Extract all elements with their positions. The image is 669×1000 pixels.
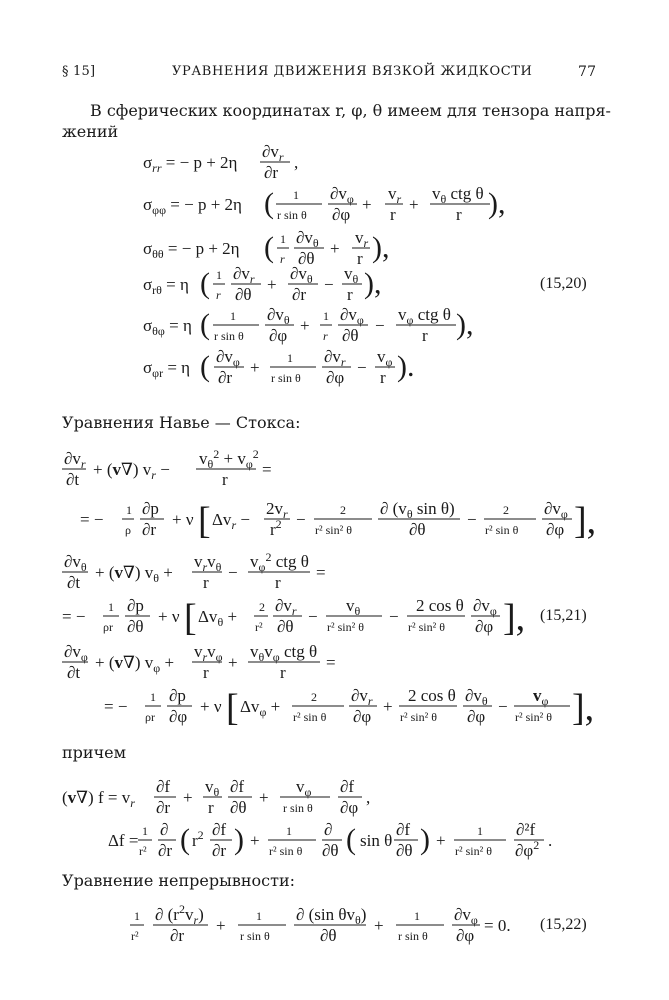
svg-text:ρ: ρ bbox=[125, 523, 131, 537]
svg-text:vφ ctg θ: $v_\varphi$ ctg θ bbox=[398, 305, 451, 327]
svg-text:r sin θ: r sin θ bbox=[398, 929, 428, 943]
svg-text:∂: ∂ bbox=[160, 820, 169, 839]
svg-text:=: = bbox=[262, 460, 272, 479]
svg-text:Δvφ +: $\Delta v_\varphi$ + bbox=[240, 697, 281, 719]
svg-text:],: ], bbox=[574, 500, 597, 542]
svg-text:∂vφ: $\partial v_\varphi$ bbox=[340, 305, 364, 327]
svg-text:+: + bbox=[228, 653, 238, 672]
svg-text:vrvθ: $v_rv_\theta$ bbox=[194, 552, 222, 574]
svg-text:−: − bbox=[467, 510, 477, 529]
svg-text:[: [ bbox=[184, 597, 197, 639]
wherein-label: причем bbox=[62, 743, 127, 762]
svg-text:+: + bbox=[436, 831, 446, 850]
svg-text:∂vθ: $\partial v_\theta$ bbox=[290, 264, 313, 286]
svg-text:σrr = − p + 2η: $\sigma_{rr}$ = − p + 2η bbox=[143, 153, 238, 175]
svg-text:vθ ctg θ: $v_\theta$ ctg θ bbox=[432, 184, 484, 206]
svg-text:Δvθ +: $\Delta v_\theta$ + bbox=[198, 607, 238, 629]
svg-text:+: + bbox=[300, 316, 310, 335]
svg-text:∂r: ∂r bbox=[292, 285, 307, 304]
running-title: УРАВНЕНИЯ ДВИЖЕНИЯ ВЯЗКОЙ ЖИДКОСТИ bbox=[172, 64, 533, 79]
svg-text:= −: = − bbox=[80, 510, 104, 529]
svg-text:∂t: ∂t bbox=[66, 470, 80, 489]
svg-text:vφ: $v_\varphi$ bbox=[533, 686, 549, 708]
svg-text:(: ( bbox=[200, 350, 210, 383]
svg-text:∂t: ∂t bbox=[67, 663, 81, 682]
equation-ns-phi-line2 bbox=[0, 684, 669, 729]
svg-text:r² sin² θ: r² sin² θ bbox=[327, 620, 364, 634]
svg-text:Δvr −: $\Delta v_r$ − bbox=[212, 510, 250, 532]
svg-text:r² sin θ: r² sin θ bbox=[485, 523, 519, 537]
svg-text:+ ν: + ν bbox=[172, 510, 194, 529]
svg-text:∂vr: $\partial v_r$ bbox=[275, 596, 297, 618]
intro-line-1: В сферических координатах r, φ, θ имеем для тензора напря- bbox=[90, 101, 611, 120]
svg-text:+: + bbox=[374, 916, 384, 935]
svg-text:∂vφ: $\partial v_\varphi$ bbox=[544, 499, 568, 521]
svg-text:1: 1 bbox=[142, 824, 148, 838]
svg-text:=: = bbox=[326, 653, 336, 672]
svg-text:−: − bbox=[308, 607, 318, 626]
svg-text:r² sin² θ: r² sin² θ bbox=[455, 844, 492, 858]
svg-text:∂θ: ∂θ bbox=[396, 841, 413, 860]
navier-stokes-heading: Уравнения Навье — Стокса: bbox=[62, 413, 301, 432]
svg-text:+ ν: + ν bbox=[200, 697, 222, 716]
svg-text:),: ), bbox=[488, 187, 506, 220]
svg-text:∂vr: $\partial v_r$ bbox=[262, 142, 284, 164]
svg-text:+: + bbox=[267, 275, 277, 294]
svg-text:∂vφ: $\partial v_\varphi$ bbox=[473, 596, 497, 618]
svg-text:r2: $r^2$ bbox=[192, 828, 204, 850]
svg-text:∂p: ∂p bbox=[127, 596, 144, 615]
svg-text:∂vθ: $\partial v_\theta$ bbox=[267, 305, 290, 327]
svg-text:r: r bbox=[347, 285, 353, 304]
svg-text:r2: $r^2$ bbox=[270, 517, 282, 539]
svg-text:∂vr: $\partial v_r$ bbox=[324, 347, 346, 369]
svg-text:1: 1 bbox=[477, 824, 483, 838]
svg-text:−: − bbox=[498, 697, 508, 716]
svg-text:∂r: ∂r bbox=[170, 926, 185, 945]
svg-text:vθ: $v_\theta$ bbox=[205, 777, 220, 799]
svg-text:∂φ: ∂φ bbox=[475, 617, 494, 636]
svg-text:Δf =: Δf = bbox=[108, 831, 139, 850]
svg-text:1: 1 bbox=[108, 600, 114, 614]
svg-text:2 cos θ: 2 cos θ bbox=[408, 686, 456, 705]
svg-text:∂θ: ∂θ bbox=[409, 520, 426, 539]
svg-text:∂vφ: $\partial v_\varphi$ bbox=[330, 184, 354, 206]
svg-text:r: r bbox=[275, 573, 281, 592]
svg-text:∂: ∂ bbox=[324, 820, 333, 839]
svg-text:1: 1 bbox=[323, 309, 329, 323]
equation-ns-phi-line1 bbox=[0, 640, 669, 680]
svg-text:r: r bbox=[422, 326, 428, 345]
equation-sigma-rtheta bbox=[0, 262, 669, 302]
svg-text:r: r bbox=[203, 663, 209, 682]
svg-text:σrθ = η: $\sigma_{r\theta} = \eta$ bbox=[143, 275, 189, 297]
svg-text:+: + bbox=[250, 358, 260, 377]
svg-text:1: 1 bbox=[286, 824, 292, 838]
svg-text:−: − bbox=[324, 275, 334, 294]
svg-text:(: ( bbox=[264, 231, 274, 264]
svg-text:r² sin² θ: r² sin² θ bbox=[515, 710, 552, 724]
svg-text:∂f: ∂f bbox=[212, 820, 227, 839]
svg-text:2vr: $2v_r$ bbox=[266, 499, 288, 521]
svg-text:∂θ: ∂θ bbox=[322, 841, 339, 860]
intro-line-2: жений bbox=[62, 122, 119, 141]
svg-text:∂vφ: $\partial v_\varphi$ bbox=[216, 347, 240, 369]
svg-text:),: ), bbox=[456, 308, 474, 341]
svg-text:1: 1 bbox=[134, 909, 140, 923]
svg-text:∂ (vθ sin θ): ∂ ($v_\theta$ sin θ) bbox=[380, 499, 455, 521]
svg-text:2: 2 bbox=[340, 503, 346, 517]
svg-text:∂r: ∂r bbox=[212, 841, 227, 860]
svg-text:r: r bbox=[208, 798, 214, 817]
svg-text:r: r bbox=[280, 663, 286, 682]
svg-text:sin θ: sin θ bbox=[360, 831, 393, 850]
svg-text:∂r: ∂r bbox=[158, 841, 173, 860]
page-number: 77 bbox=[578, 64, 597, 80]
equation-ns-theta-line2 bbox=[0, 594, 669, 639]
svg-text:.: . bbox=[548, 831, 553, 850]
svg-text:∂φ: ∂φ bbox=[326, 368, 345, 387]
svg-text:∂φ: ∂φ bbox=[332, 205, 351, 224]
svg-text:∂r: ∂r bbox=[218, 368, 233, 387]
svg-text:,: , bbox=[366, 788, 371, 807]
continuity-heading: Уравнение непрерывности: bbox=[62, 871, 296, 890]
svg-text:+: + bbox=[409, 195, 419, 214]
svg-text:r: r bbox=[456, 205, 462, 224]
equation-sigma-thetaphi bbox=[0, 303, 669, 343]
svg-text:σφφ = − p + 2η: $\sigma_{\varphi\varphi}$ = − p + 2η bbox=[143, 195, 242, 217]
svg-text:r² sin θ: r² sin θ bbox=[269, 844, 303, 858]
svg-text:∂t: ∂t bbox=[67, 573, 81, 592]
svg-text:∂θ: ∂θ bbox=[298, 249, 315, 268]
svg-text:2: 2 bbox=[503, 503, 509, 517]
svg-text:+: + bbox=[259, 788, 269, 807]
svg-text:r²: r² bbox=[139, 844, 147, 858]
svg-text:1: 1 bbox=[414, 909, 420, 923]
equation-ns-theta-line1 bbox=[0, 550, 669, 590]
equation-number-15-20: (15,20) bbox=[540, 275, 587, 292]
svg-text:+ (v∇) vr −: + (v∇) $v_r$ − bbox=[93, 460, 170, 482]
svg-text:(v∇) f = vr: (v∇) $f = v_r$ bbox=[62, 788, 135, 810]
svg-text:],: ], bbox=[572, 687, 595, 729]
svg-text:∂²f: ∂²f bbox=[516, 820, 536, 839]
svg-text:(: ( bbox=[346, 823, 356, 856]
svg-text:): ) bbox=[420, 823, 430, 856]
svg-text:= −: = − bbox=[62, 607, 86, 626]
equation-sigma-phiphi bbox=[0, 182, 669, 222]
svg-text:(: ( bbox=[264, 187, 274, 220]
equation-ns-r-line1 bbox=[0, 447, 669, 487]
svg-text:vθ: $v_\theta$ bbox=[346, 596, 361, 618]
svg-text:∂vφ: $\partial v_\varphi$ bbox=[454, 905, 478, 927]
svg-text:,: , bbox=[294, 153, 299, 172]
svg-text:−: − bbox=[375, 316, 385, 335]
svg-text:∂vr: $\partial v_r$ bbox=[233, 264, 255, 286]
svg-text:2: 2 bbox=[259, 600, 265, 614]
svg-text:(: ( bbox=[200, 308, 210, 341]
svg-text:∂θ: ∂θ bbox=[230, 798, 247, 817]
svg-text:∂r: ∂r bbox=[156, 798, 171, 817]
svg-text:∂f: ∂f bbox=[230, 777, 245, 796]
svg-text:∂φ: ∂φ bbox=[353, 707, 372, 726]
svg-text:r²: r² bbox=[131, 929, 139, 943]
svg-text:∂ (sin θvθ): ∂ (sin $\theta v_\theta$) bbox=[296, 905, 367, 927]
svg-text:∂p: ∂p bbox=[142, 499, 159, 518]
svg-text:[: [ bbox=[226, 687, 239, 729]
svg-text:∂vθ: $\partial v_\theta$ bbox=[296, 228, 319, 250]
svg-text:σθθ = − p + 2η: $\sigma_{\theta\theta}$ = − p + 2η bbox=[143, 239, 240, 261]
svg-text:r² sin² θ: r² sin² θ bbox=[408, 620, 445, 634]
svg-text:∂vθ: $\partial v_\theta$ bbox=[465, 686, 488, 708]
svg-text:(: ( bbox=[180, 823, 190, 856]
section-marker: § 15] bbox=[62, 64, 96, 79]
svg-text:vrvφ: $v_rv_\varphi$ bbox=[194, 642, 223, 664]
svg-text:∂r: ∂r bbox=[142, 520, 157, 539]
svg-text:vθ2 + vφ2: $v_\theta^2 + v_\varphi^2$ bbox=[199, 447, 259, 471]
equation-number-15-22: (15,22) bbox=[540, 916, 587, 933]
svg-text:+: + bbox=[183, 788, 193, 807]
svg-text:vφ: $v_\varphi$ bbox=[377, 347, 393, 369]
svg-text:ρr: ρr bbox=[145, 710, 155, 724]
equation-continuity bbox=[0, 903, 669, 943]
svg-text:r² sin² θ: r² sin² θ bbox=[315, 523, 352, 537]
svg-text:r: r bbox=[323, 329, 328, 343]
svg-text:1: 1 bbox=[280, 232, 286, 246]
svg-text:vφ: $v_\varphi$ bbox=[296, 777, 312, 799]
svg-text:2: 2 bbox=[311, 690, 317, 704]
svg-text:= 0.: = 0. bbox=[484, 916, 511, 935]
svg-text:r sin θ: r sin θ bbox=[271, 371, 301, 385]
svg-text:1: 1 bbox=[256, 909, 262, 923]
svg-text:∂θ: ∂θ bbox=[127, 617, 144, 636]
svg-text:r: r bbox=[280, 252, 285, 266]
svg-text:2 cos θ: 2 cos θ bbox=[416, 596, 464, 615]
svg-text:+: + bbox=[250, 831, 260, 850]
svg-text:1: 1 bbox=[230, 309, 236, 323]
svg-text:∂θ: ∂θ bbox=[277, 617, 294, 636]
svg-text:).: ). bbox=[397, 350, 415, 383]
equation-sigma-rr bbox=[0, 140, 669, 180]
svg-text:+ (v∇) vφ +: + (v∇) $v_\varphi$ + bbox=[95, 653, 175, 675]
svg-text:),: ), bbox=[372, 231, 390, 264]
svg-text:1: 1 bbox=[126, 503, 132, 517]
svg-text:+: + bbox=[216, 916, 226, 935]
svg-text:1: 1 bbox=[150, 690, 156, 704]
svg-text:∂φ: ∂φ bbox=[456, 926, 475, 945]
svg-text:= −: = − bbox=[104, 697, 128, 716]
svg-text:∂vθ: $\partial v_\theta$ bbox=[64, 552, 87, 574]
svg-text:),: ), bbox=[364, 267, 382, 300]
svg-text:∂p: ∂p bbox=[169, 686, 186, 705]
svg-text:∂vφ: $\partial v_\varphi$ bbox=[64, 642, 88, 664]
svg-text:vθvφ ctg θ: $v_\theta v_\varphi$ ctg θ bbox=[250, 642, 318, 664]
svg-text:r: r bbox=[357, 249, 363, 268]
svg-text:∂vr: $\partial v_r$ bbox=[351, 686, 373, 708]
svg-text:−: − bbox=[296, 510, 306, 529]
svg-text:r: r bbox=[216, 288, 221, 302]
svg-text:r: r bbox=[390, 205, 396, 224]
svg-text:∂f: ∂f bbox=[340, 777, 355, 796]
svg-text:vφ2 ctg θ: $v_\varphi^2$ ctg θ bbox=[250, 550, 309, 574]
svg-text:(: ( bbox=[200, 267, 210, 300]
svg-text:vθ: $v_\theta$ bbox=[344, 264, 359, 286]
svg-text:r² sin² θ: r² sin² θ bbox=[400, 710, 437, 724]
svg-text:+: + bbox=[362, 195, 372, 214]
svg-text:r² sin θ: r² sin θ bbox=[293, 710, 327, 724]
svg-text:r²: r² bbox=[255, 620, 263, 634]
svg-text:∂φ: ∂φ bbox=[546, 520, 565, 539]
svg-text:∂φ: ∂φ bbox=[340, 798, 359, 817]
svg-text:∂θ: ∂θ bbox=[320, 926, 337, 945]
svg-text:σθφ = η: $\sigma_{\theta\varphi} = \eta$ bbox=[143, 316, 192, 338]
svg-text:r sin θ: r sin θ bbox=[240, 929, 270, 943]
svg-text:r sin θ: r sin θ bbox=[277, 208, 307, 222]
svg-text:∂r: ∂r bbox=[264, 163, 279, 182]
svg-text:∂ (r2vr): ∂ $(r^2v_r)$ bbox=[155, 902, 204, 927]
svg-text:+ (v∇) vθ +: + (v∇) $v_\theta$ + bbox=[95, 563, 173, 585]
svg-text:): ) bbox=[234, 823, 244, 856]
svg-text:∂φ: ∂φ bbox=[467, 707, 486, 726]
svg-text:−: − bbox=[389, 607, 399, 626]
equation-ns-r-line2 bbox=[0, 497, 669, 542]
svg-text:σφr = η: $\sigma_{\varphi r} = \eta$ bbox=[143, 358, 191, 380]
svg-text:+: + bbox=[330, 239, 340, 258]
svg-text:vr: $v_r$ bbox=[355, 228, 369, 250]
svg-text:=: = bbox=[316, 563, 326, 582]
svg-text:∂θ: ∂θ bbox=[235, 285, 252, 304]
svg-text:∂vr: $\partial v_r$ bbox=[64, 449, 86, 471]
equation-laplacian bbox=[0, 818, 669, 858]
svg-text:r: r bbox=[203, 573, 209, 592]
equation-sigma-phir bbox=[0, 345, 669, 385]
svg-text:∂φ2: $\partial\varphi^2$ bbox=[515, 838, 540, 860]
svg-text:−: − bbox=[228, 563, 238, 582]
equation-sigma-thetatheta bbox=[0, 226, 669, 266]
svg-text:−: − bbox=[357, 358, 367, 377]
svg-text:1: 1 bbox=[216, 268, 222, 282]
svg-text:∂f: ∂f bbox=[156, 777, 171, 796]
svg-text:∂φ: ∂φ bbox=[169, 707, 188, 726]
svg-text:],: ], bbox=[503, 597, 526, 639]
svg-text:∂φ: ∂φ bbox=[269, 326, 288, 345]
svg-text:[: [ bbox=[198, 500, 211, 542]
svg-text:r: r bbox=[380, 368, 386, 387]
svg-text:+ ν: + ν bbox=[158, 607, 180, 626]
svg-text:vr: $v_r$ bbox=[388, 184, 402, 206]
svg-text:r: r bbox=[222, 470, 228, 489]
svg-text:1: 1 bbox=[287, 351, 293, 365]
svg-text:1: 1 bbox=[293, 188, 299, 202]
equation-convective-operator bbox=[0, 775, 669, 815]
svg-text:r sin θ: r sin θ bbox=[214, 329, 244, 343]
svg-text:r sin θ: r sin θ bbox=[283, 801, 313, 815]
svg-text:∂f: ∂f bbox=[396, 820, 411, 839]
svg-text:ρr: ρr bbox=[103, 620, 113, 634]
svg-text:+: + bbox=[383, 697, 393, 716]
equation-number-15-21: (15,21) bbox=[540, 607, 587, 624]
svg-text:∂θ: ∂θ bbox=[342, 326, 359, 345]
